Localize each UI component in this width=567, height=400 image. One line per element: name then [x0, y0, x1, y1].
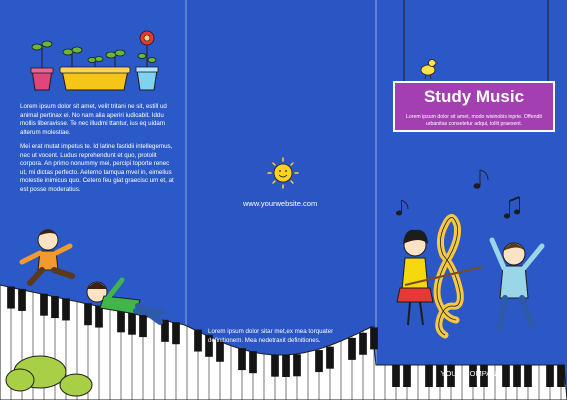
left-paragraph-1: Lorem ipsum dolor sit amet, velit tritani ne sit, estill ud animal pertinax ei. No nam alia aperiri iudicabit. Iddu mollis liberavisse. Te nec illudmi ttantur, ius eq uidam alterum molestiae.: [20, 103, 167, 136]
website-text: www.yourwebsite.com: [243, 199, 318, 208]
left-paragraph-2: Mei erat mutat impetus te. Id latine fastidii intellegemus, nec ut vocent. Ludus reprehendunt et quo, protolit corpora. An primo nonummy mei, percipi toporte renec ut, mi dictas perfecto. Aeterno tamqua mvel in, eimelius molestie inimicus quo. Cetero feu giat graecisc um et, at est posse moderatius.: [20, 143, 174, 193]
sign-subtitle: Lorem ipsum dolor sit amet, modo wisinobis inprie. Offendit urbanitas consetetur adqui, tollit praesent.: [406, 114, 542, 127]
middle-paragraph: Lorem ipsum dolor sitar met,ex mea torquater definitionem. Mea nedetraxit definitiones.: [208, 328, 334, 344]
sign-title: Study Music: [423, 87, 525, 106]
company-name: YOUR COMPANY: [440, 369, 502, 378]
